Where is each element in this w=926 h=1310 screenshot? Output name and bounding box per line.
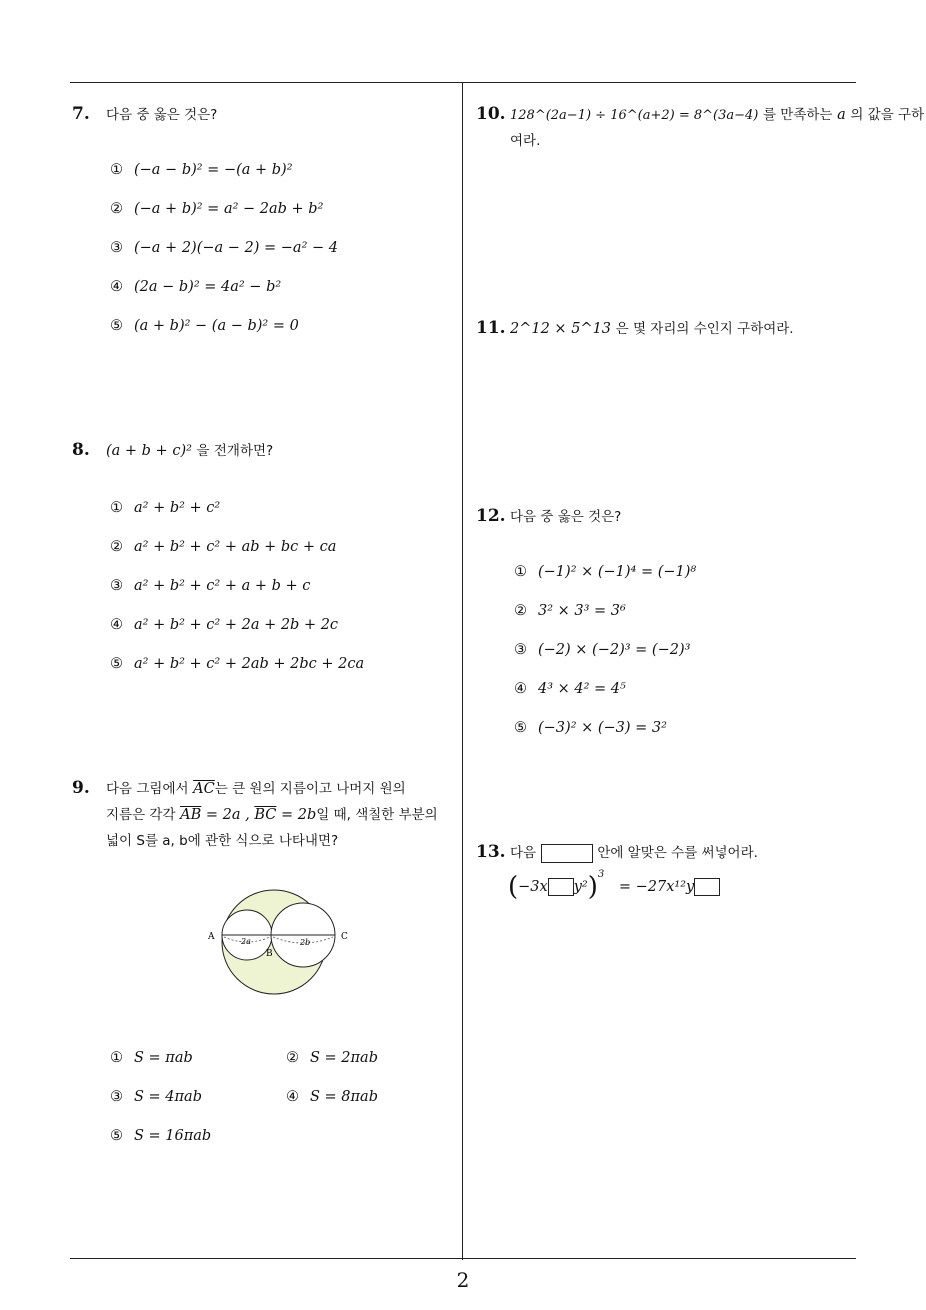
top-rule [70, 82, 856, 83]
option-4[interactable]: ④ S = 8πab [286, 1089, 378, 1105]
option-1[interactable]: ① (−a − b)² = −(a + b)² [110, 162, 293, 178]
term-left: −3x [518, 879, 548, 895]
label-c: C [341, 932, 348, 942]
option-1[interactable]: ① a² + b² + c² [110, 500, 221, 516]
question-text: 다음 중 옳은 것은? [510, 509, 622, 525]
question-number: 13. [476, 842, 506, 862]
question-text: 2^12 × 5^13 은 몇 자리의 수인지 구하여라. [510, 321, 794, 337]
option-5[interactable]: ⑤ (−3)² × (−3) = 3² [514, 720, 667, 736]
question-number: 7. [72, 104, 90, 124]
option-4[interactable]: ④ a² + b² + c² + 2a + 2b + 2c [110, 617, 339, 633]
option-1[interactable]: ① (−1)² × (−1)⁴ = (−1)⁸ [514, 564, 697, 580]
page-number: 2 [456, 1268, 470, 1292]
option-4[interactable]: ④ (2a − b)² = 4a² − b² [110, 279, 282, 295]
blank-2[interactable] [694, 878, 720, 896]
term-right: = −27x¹²y [618, 879, 695, 895]
label-a: A [208, 932, 215, 942]
bottom-rule [70, 1258, 856, 1259]
question-text: 다음 안에 알맞은 수를 써넣어라. [510, 845, 758, 861]
option-3[interactable]: ③ a² + b² + c² + a + b + c [110, 578, 311, 594]
option-1[interactable]: ① S = πab [110, 1050, 193, 1066]
label-b: B [266, 949, 273, 959]
question-text-line-3: 넓이 S를 a, b에 관한 식으로 나타내면? [106, 833, 339, 849]
question-text-line-2: 여라. [510, 133, 541, 149]
circles-figure [200, 868, 360, 1028]
question-text-line-2: 지름은 각각 $\overline{AB} = 2a$ , $\overline{BC} = 2b$일 때, 색칠한 부분의 [106, 807, 438, 823]
question-text: 다음 중 옳은 것은? [106, 107, 218, 123]
question-text: (a + b + c)² 을 전개하면? [106, 443, 274, 459]
question-text-line-1: 다음 그림에서 $\overline{AC}$는 큰 원의 지름이고 나머지 원의 [106, 781, 406, 797]
option-2[interactable]: ② 3² × 3³ = 3⁶ [514, 603, 626, 619]
power: 3 [597, 869, 605, 881]
question-number: 9. [72, 778, 90, 798]
equation [508, 869, 720, 902]
option-5[interactable]: ⑤ (a + b)² − (a − b)² = 0 [110, 318, 299, 334]
option-2[interactable]: ② S = 2πab [286, 1050, 378, 1066]
option-4[interactable]: ④ 4³ × 4² = 4⁵ [514, 681, 626, 697]
question-text-line-1: 128^(2a−1) ÷ 16^(a+2) = 8^(3a−4) 를 만족하는 a 의 값을 구하 [510, 107, 925, 123]
close-paren: ) [587, 872, 598, 902]
question-number: 11. [476, 318, 506, 338]
option-5[interactable]: ⑤ S = 16πab [110, 1128, 212, 1144]
question-number: 8. [72, 440, 90, 460]
blank-1[interactable] [548, 878, 574, 896]
option-3[interactable]: ③ S = 4πab [110, 1089, 202, 1105]
column-divider [462, 82, 463, 1260]
answer-box[interactable] [541, 844, 593, 863]
option-2[interactable]: ② (−a + b)² = a² − 2ab + b² [110, 201, 324, 217]
option-3[interactable]: ③ (−2) × (−2)³ = (−2)³ [514, 642, 691, 658]
option-2[interactable]: ② a² + b² + c² + ab + bc + ca [110, 539, 337, 555]
question-number: 12. [476, 506, 506, 526]
question-number: 10. [476, 104, 506, 124]
label-2b: 2b [300, 938, 311, 947]
open-paren: ( [508, 872, 519, 902]
term-mid: y² [573, 879, 588, 895]
label-2a: 2a [241, 937, 251, 946]
option-5[interactable]: ⑤ a² + b² + c² + 2ab + 2bc + 2ca [110, 656, 365, 672]
option-3[interactable]: ③ (−a + 2)(−a − 2) = −a² − 4 [110, 240, 338, 256]
